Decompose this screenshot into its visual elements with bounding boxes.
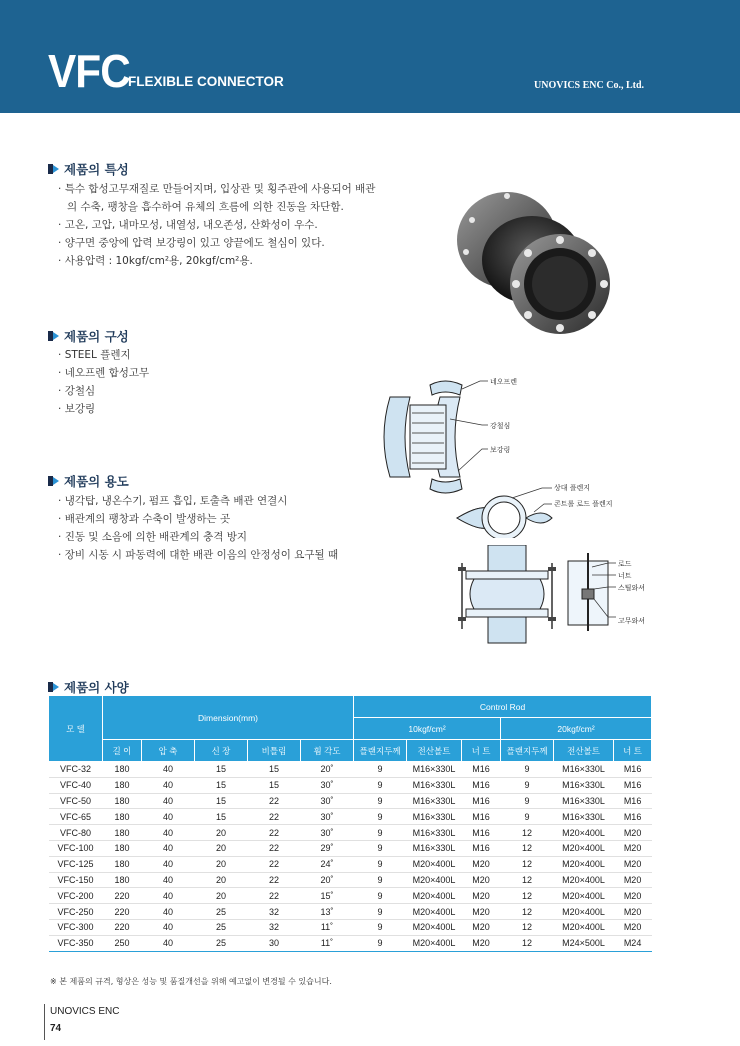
table-cell: 15 — [195, 809, 248, 825]
label-steel-washer: 스틸와셔 — [618, 584, 646, 592]
table-cell: 20 — [195, 856, 248, 872]
model-cell: VFC-300 — [49, 919, 103, 935]
list-item: · 고온, 고압, 내마모성, 내열성, 내오존성, 산화성이 우수. — [58, 216, 375, 234]
spec-table-body — [49, 762, 652, 952]
table-cell: M20 — [614, 840, 652, 856]
table-cell: M20×400L — [554, 888, 614, 904]
label-nut: 너트 — [618, 572, 632, 580]
header-dimension: Dimension(mm) — [103, 696, 354, 740]
table-cell: 40 — [142, 904, 195, 920]
table-cell: 180 — [103, 762, 142, 778]
list-item: · 네오프렌 합성고무 — [58, 364, 149, 382]
header-model: 모 델 — [49, 696, 103, 762]
label-steel-core: 강철심 — [490, 422, 511, 430]
table-cell: 22 — [248, 825, 301, 841]
table-cell: 40 — [142, 777, 195, 793]
table-cell: 22 — [248, 856, 301, 872]
list-item: · 냉각탑, 냉온수기, 펌프 흡입, 토출측 배관 연결시 — [58, 492, 338, 510]
table-cell: M20 — [462, 856, 501, 872]
model-cell: VFC-200 — [49, 888, 103, 904]
features-list — [58, 180, 375, 270]
table-cell: M16 — [614, 793, 652, 809]
table-cell: 29˚ — [301, 840, 354, 856]
section-arrow-icon — [48, 163, 60, 175]
table-cell: 15 — [248, 762, 301, 778]
table-cell: 15 — [248, 777, 301, 793]
table-row — [49, 872, 652, 888]
table-cell: M20 — [462, 888, 501, 904]
header-extension: 신 장 — [195, 740, 248, 762]
table-cell: M16×330L — [407, 825, 462, 841]
table-cell: M20×400L — [554, 825, 614, 841]
header-flange-thickness: 플랜지두께 — [354, 740, 407, 762]
table-cell: M16×330L — [407, 809, 462, 825]
table-cell: 11˚ — [301, 919, 354, 935]
assembly-diagram — [452, 545, 652, 645]
table-cell: M20 — [614, 825, 652, 841]
table-cell: 180 — [103, 793, 142, 809]
features-heading — [48, 160, 129, 178]
model-cell: VFC-250 — [49, 904, 103, 920]
table-cell: M16×330L — [407, 777, 462, 793]
model-cell: VFC-100 — [49, 840, 103, 856]
table-cell: 22 — [248, 888, 301, 904]
table-cell: 20 — [195, 840, 248, 856]
footer-divider — [44, 1004, 45, 1040]
table-row — [49, 840, 652, 856]
list-item: · 장비 시동 시 파동력에 대한 배관 이음의 안정성이 요구될 때 — [58, 546, 338, 564]
table-cell: 11˚ — [301, 935, 354, 951]
table-cell: 12 — [501, 856, 554, 872]
table-cell: 40 — [142, 809, 195, 825]
table-cell: M16×330L — [407, 840, 462, 856]
table-cell: 220 — [103, 888, 142, 904]
table-cell: M20×400L — [554, 872, 614, 888]
table-cell: 25 — [195, 919, 248, 935]
table-cell: M20×400L — [554, 904, 614, 920]
table-cell: M16 — [462, 777, 501, 793]
table-cell: 20 — [195, 872, 248, 888]
label-rod: 로드 — [618, 560, 632, 568]
table-cell: M16×330L — [407, 762, 462, 778]
footer-company: UNOVICS ENC — [50, 1006, 120, 1017]
table-cell: 32 — [248, 919, 301, 935]
table-cell: 9 — [354, 762, 407, 778]
table-cell: M20×400L — [407, 872, 462, 888]
list-item: · 특수 합성고무재질로 만들어지며, 입상관 및 횡주관에 사용되어 배관 — [58, 180, 375, 198]
table-cell: 40 — [142, 856, 195, 872]
table-cell: 9 — [501, 793, 554, 809]
table-cell: 9 — [501, 777, 554, 793]
table-cell: 180 — [103, 856, 142, 872]
header-20kgf: 20kgf/cm² — [501, 718, 652, 740]
table-cell: 180 — [103, 777, 142, 793]
table-cell: 9 — [354, 935, 407, 951]
table-cell: 40 — [142, 793, 195, 809]
table-cell: 220 — [103, 919, 142, 935]
header-compression: 압 축 — [142, 740, 195, 762]
table-cell: 15 — [195, 762, 248, 778]
table-cell: 180 — [103, 825, 142, 841]
spec-title: 제품의 사양 — [64, 680, 129, 695]
usage-list — [58, 492, 338, 564]
model-title: VFC — [48, 45, 130, 97]
table-cell: M20 — [462, 919, 501, 935]
product-photo — [452, 180, 612, 340]
product-subtitle: FLEXIBLE CONNECTOR — [128, 74, 284, 89]
table-cell: M20×400L — [407, 919, 462, 935]
table-cell: 9 — [354, 825, 407, 841]
table-cell: M16×330L — [554, 777, 614, 793]
table-cell: M16×330L — [554, 809, 614, 825]
model-cell: VFC-50 — [49, 793, 103, 809]
table-row — [49, 825, 652, 841]
table-cell: 40 — [142, 935, 195, 951]
table-cell: 22 — [248, 872, 301, 888]
list-item: · 사용압력 : 10kgf/cm²용, 20kgf/cm²용. — [58, 252, 375, 270]
table-cell: M20 — [614, 919, 652, 935]
table-cell: 30˚ — [301, 777, 354, 793]
table-cell: 12 — [501, 840, 554, 856]
table-cell: 40 — [142, 840, 195, 856]
usage-heading — [48, 472, 129, 490]
table-row — [49, 904, 652, 920]
header-nut: 너 트 — [462, 740, 501, 762]
table-cell: 32 — [248, 904, 301, 920]
table-cell: 25 — [195, 904, 248, 920]
table-cell: 9 — [354, 793, 407, 809]
table-cell: M20×400L — [407, 904, 462, 920]
composition-title: 제품의 구성 — [64, 329, 129, 344]
header-10kgf: 10kgf/cm² — [354, 718, 501, 740]
table-cell: M24 — [614, 935, 652, 951]
table-cell: 12 — [501, 888, 554, 904]
table-cell: 22 — [248, 840, 301, 856]
header-deflection: 비틀림 — [248, 740, 301, 762]
section-arrow-icon — [48, 330, 60, 342]
table-row — [49, 762, 652, 778]
table-cell: 30˚ — [301, 809, 354, 825]
table-cell: M20 — [614, 888, 652, 904]
table-cell: 12 — [501, 904, 554, 920]
list-item: · STEEL 플렌지 — [58, 346, 149, 364]
table-cell: M20×400L — [554, 919, 614, 935]
model-cell: VFC-40 — [49, 777, 103, 793]
table-cell: M20 — [462, 872, 501, 888]
model-cell: VFC-350 — [49, 935, 103, 951]
table-cell: 9 — [354, 904, 407, 920]
table-cell: 9 — [354, 919, 407, 935]
table-cell: 12 — [501, 872, 554, 888]
table-cell: 40 — [142, 825, 195, 841]
header-control-rod: Control Rod — [354, 696, 652, 718]
table-cell: M20 — [614, 904, 652, 920]
table-cell: M20 — [614, 856, 652, 872]
table-cell: 9 — [501, 762, 554, 778]
table-cell: 20˚ — [301, 762, 354, 778]
model-cell: VFC-150 — [49, 872, 103, 888]
list-item: · 보강링 — [58, 400, 149, 418]
label-rubber-washer: 고무와셔 — [618, 617, 646, 625]
composition-list — [58, 346, 149, 418]
table-cell: 9 — [354, 856, 407, 872]
table-row — [49, 777, 652, 793]
list-item: · 배관계의 팽창과 수축이 발생하는 곳 — [58, 510, 338, 528]
table-cell: 13˚ — [301, 904, 354, 920]
table-cell: 180 — [103, 840, 142, 856]
features-title: 제품의 특성 — [64, 162, 129, 177]
header-banner — [0, 0, 740, 113]
header-length: 길 이 — [103, 740, 142, 762]
table-cell: M20 — [462, 904, 501, 920]
label-neoprene: 네오프렌 — [490, 378, 518, 386]
table-cell: 15 — [195, 777, 248, 793]
section-arrow-icon — [48, 475, 60, 487]
table-cell: 15 — [195, 793, 248, 809]
table-cell: 20 — [195, 825, 248, 841]
label-reinforce-ring: 보강링 — [490, 446, 511, 454]
list-item: · 양구면 중앙에 압력 보강링이 있고 양끝에도 철심이 있다. — [58, 234, 375, 252]
company-name: UNOVICS ENC Co., Ltd. — [534, 80, 645, 91]
table-cell: 22 — [248, 809, 301, 825]
table-cell: 30˚ — [301, 793, 354, 809]
label-mating-flange: 상대 플렌지 — [554, 484, 591, 492]
table-row — [49, 793, 652, 809]
table-cell: 250 — [103, 935, 142, 951]
table-cell: M16 — [614, 777, 652, 793]
label-control-rod-flange: 콘트롤 로드 플렌지 — [554, 500, 613, 508]
table-cell: 40 — [142, 762, 195, 778]
table-cell: M16×330L — [407, 793, 462, 809]
table-row — [49, 888, 652, 904]
table-cell: 9 — [354, 872, 407, 888]
table-cell: 24˚ — [301, 856, 354, 872]
table-cell: M24×500L — [554, 935, 614, 951]
table-cell: 30˚ — [301, 825, 354, 841]
header-flange-thickness: 플랜지두께 — [501, 740, 554, 762]
list-item: 의 수축, 팽창을 흡수하여 유체의 흐름에 의한 진동을 차단함. — [67, 201, 344, 213]
table-cell: 9 — [354, 840, 407, 856]
page-number: 74 — [50, 1023, 62, 1034]
header-angle: 휨 각도 — [301, 740, 354, 762]
table-row — [49, 809, 652, 825]
table-cell: 15˚ — [301, 888, 354, 904]
usage-title: 제품의 용도 — [64, 474, 129, 489]
table-cell: M20 — [614, 872, 652, 888]
table-cell: 40 — [142, 872, 195, 888]
model-cell: VFC-80 — [49, 825, 103, 841]
table-cell: 22 — [248, 793, 301, 809]
table-cell: 9 — [501, 809, 554, 825]
header-nut: 너 트 — [614, 740, 652, 762]
table-cell: 25 — [195, 935, 248, 951]
table-cell: M16 — [462, 793, 501, 809]
table-cell: M20×400L — [554, 856, 614, 872]
table-cell: 20 — [195, 888, 248, 904]
table-cell: 180 — [103, 872, 142, 888]
table-cell: M20×400L — [407, 856, 462, 872]
table-cell: M16×330L — [554, 793, 614, 809]
model-cell: VFC-65 — [49, 809, 103, 825]
table-row — [49, 935, 652, 951]
table-cell: 30 — [248, 935, 301, 951]
table-cell: M16 — [462, 825, 501, 841]
list-item: · 진동 및 소음에 의한 배관계의 충격 방지 — [58, 528, 338, 546]
composition-heading — [48, 327, 129, 345]
table-cell: M16 — [462, 809, 501, 825]
table-cell: 9 — [354, 777, 407, 793]
list-item: · 강철심 — [58, 382, 149, 400]
table-cell: 9 — [354, 809, 407, 825]
table-cell: M16 — [462, 840, 501, 856]
spec-table — [48, 695, 652, 952]
control-rod-flange-diagram — [452, 478, 622, 538]
table-cell: 12 — [501, 825, 554, 841]
table-cell: 220 — [103, 904, 142, 920]
table-cell: M16 — [462, 762, 501, 778]
table-cell: M20×400L — [554, 840, 614, 856]
section-arrow-icon — [48, 681, 60, 693]
table-row — [49, 856, 652, 872]
table-cell: M20×400L — [407, 888, 462, 904]
table-cell: 180 — [103, 809, 142, 825]
table-cell: 12 — [501, 935, 554, 951]
table-cell: 40 — [142, 888, 195, 904]
table-cell: M16×330L — [554, 762, 614, 778]
table-cell: M20×400L — [407, 935, 462, 951]
table-cell: M20 — [462, 935, 501, 951]
table-cell: 12 — [501, 919, 554, 935]
table-row — [49, 919, 652, 935]
header-bolt: 전산볼트 — [407, 740, 462, 762]
table-cell: 20˚ — [301, 872, 354, 888]
spec-heading — [48, 678, 129, 696]
spec-note: ※ 본 제품의 규격, 형상은 성능 및 품질개선을 위해 예고없이 변경될 수 있습니다. — [50, 977, 332, 986]
table-cell: 40 — [142, 919, 195, 935]
header-bolt: 전산볼트 — [554, 740, 614, 762]
model-cell: VFC-125 — [49, 856, 103, 872]
model-cell: VFC-32 — [49, 762, 103, 778]
table-cell: M16 — [614, 809, 652, 825]
table-cell: 9 — [354, 888, 407, 904]
table-cell: M16 — [614, 762, 652, 778]
